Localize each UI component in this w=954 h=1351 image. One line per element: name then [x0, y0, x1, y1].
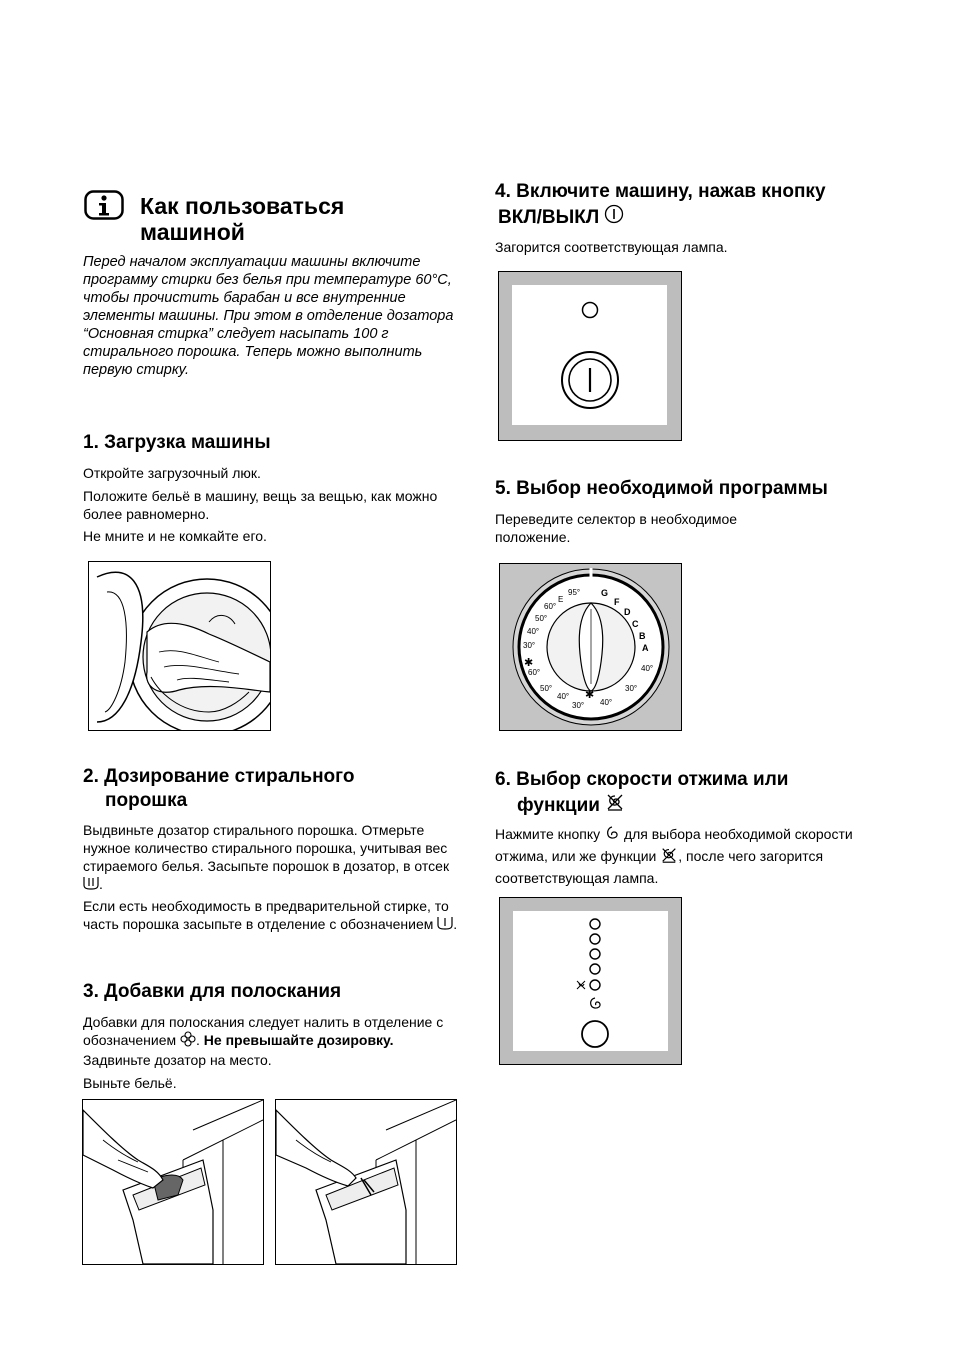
dial-label-50b: 50° [540, 684, 553, 693]
section-3-p1: Добавки для полоскания следует налить в отделение с обозначением . Не превышайте дозировку. Задвиньте дозатор на место. [83, 1014, 444, 1069]
section-3-p2: Выньте бельё. [83, 1075, 177, 1091]
intro-text: Перед началом эксплуатации машины включите программу стирки без белья при температуре 60°C, чтобы прочистить барабан и все внутренние элементы машины. При этом в отделение дозатора “Основная стирка” следует насыпать 100 г стирального порошка. Теперь можно выполнить первую стирку. [83, 254, 454, 378]
section-6-p1: Нажмите кнопку для выбора необходимой скорости отжима, или же функции , после чего загорится соответствующая лампа. [495, 826, 853, 886]
dial-label-40d: 40° [600, 698, 613, 707]
main-wash-compartment-icon [83, 876, 99, 894]
dial-label-d: D [624, 607, 631, 617]
dispenser-illustration-2 [275, 1099, 457, 1265]
section-1-p3: Не мните и не комкайте его. [83, 528, 267, 544]
dial-label-30b: 30° [572, 701, 585, 710]
dial-label-coldb: ✱ [585, 689, 595, 701]
section-3-title: 3. Добавки для полоскания [83, 981, 342, 1002]
section-2-title: 2. Дозирование стирального порошка [83, 766, 355, 811]
no-spin-icon [605, 792, 625, 819]
dial-label-cold: ✱ [524, 657, 534, 669]
section-6-title: 6. Выбор скорости отжима или функции [495, 768, 788, 819]
section-5-title: 5. Выбор необходимой программы [495, 478, 828, 499]
spin-panel-illustration [499, 897, 682, 1065]
dial-label-f: F [614, 597, 620, 607]
dial-label-a: A [642, 643, 649, 653]
section-4-p1: Загорится соответствующая лампа. [495, 239, 728, 255]
dial-label-40c: 40° [641, 664, 654, 673]
spin-icon [604, 825, 620, 846]
dispenser-illustration-1 [82, 1099, 264, 1265]
dial-label-g: G [601, 588, 609, 598]
section-5-p1: Переведите селектор в необходимое положение. [495, 511, 738, 545]
section-1-p2: Положите бельё в машину, вещь за вещью, как можно более равномерно. [83, 488, 438, 522]
dial-label-95: 95° [568, 588, 581, 597]
dial-label-30c: 30° [625, 684, 638, 693]
loading-illustration [88, 561, 271, 731]
dial-label-60: 60° [544, 602, 557, 611]
no-spin-icon-inline [660, 846, 678, 869]
dial-label-60b: 60° [528, 668, 541, 677]
dial-label-e: E [558, 595, 564, 604]
section-4-title: 4. Включите машину, нажав кнопку ВКЛ/ВЫКЛ [495, 180, 826, 231]
section-1-p1: Откройте загрузочный люк. [83, 465, 261, 481]
softener-flower-icon [180, 1031, 196, 1051]
program-selector-illustration [499, 563, 682, 731]
page-title: Как пользоваться машиной [140, 193, 345, 245]
dial-label-40b: 40° [557, 692, 570, 701]
power-icon [604, 204, 624, 231]
power-panel-illustration [498, 271, 682, 441]
section-2-p1: Выдвиньте дозатор стирального порошка. Отмерьте нужное количество стирального порошка, учитывая вес стираемого белья. Засыпьте порошок в дозатор, в отсек . [83, 821, 463, 894]
prewash-compartment-icon [437, 916, 453, 934]
dial-label-50: 50° [535, 614, 548, 623]
info-icon [84, 190, 124, 220]
section-2-p2: Если есть необходимость в предварительной стирке, то часть порошка засыпьте в отделение с обозначением . [83, 897, 463, 934]
dial-label-30: 30° [523, 641, 536, 650]
dial-label-40: 40° [527, 627, 540, 636]
dial-label-b: B [639, 631, 646, 641]
section-1-title: 1. Загрузка машины [83, 432, 271, 453]
dial-label-c: C [632, 619, 639, 629]
